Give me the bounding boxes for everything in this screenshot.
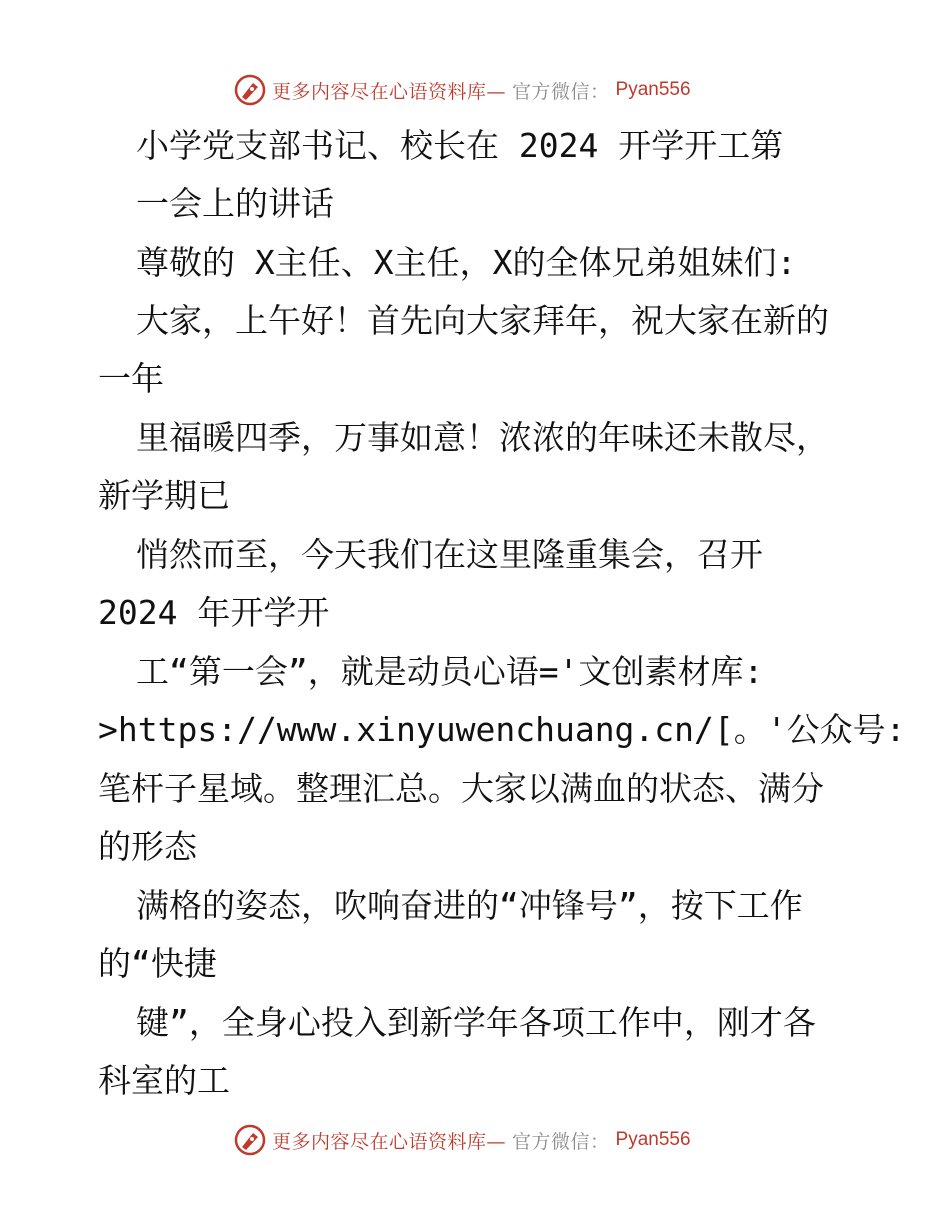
banner-wechat-label: 官方微信：	[512, 1130, 610, 1153]
banner-text: 更多内容尽在心语资料库—	[272, 80, 507, 103]
doc-line: 满格的姿态，吹响奋进的“冲锋号”，按下工作	[136, 886, 803, 925]
doc-line: 的“快捷	[98, 944, 217, 983]
doc-line: 2024 年开学开	[98, 593, 330, 632]
banner-wechat-id: Pyan556	[615, 1129, 691, 1150]
doc-line: 悄然而至，今天我们在这里隆重集会，召开	[136, 535, 763, 574]
doc-line: >https://www.xinyuwenchuang.cn/[。'公众号:	[98, 710, 906, 749]
doc-line: 科室的工	[98, 1061, 230, 1100]
doc-line: 尊敬的 X主任、X主任，X的全体兄弟姐妹们:	[136, 243, 797, 282]
doc-line: 工“第一会”，就是动员心语='文创素材库:	[136, 652, 764, 691]
doc-line: 键”，全身心投入到新学年各项工作中，刚才各	[136, 1003, 816, 1042]
banner-wechat-label: 官方微信：	[512, 80, 610, 103]
doc-line: 大家，上午好！首先向大家拜年，祝大家在新的	[136, 301, 829, 340]
doc-line: 新学期已	[98, 476, 230, 515]
doc-line: 笔杆子星域。整理汇总。大家以满血的状态、满分	[98, 769, 824, 808]
doc-line: 的形态	[98, 827, 197, 866]
doc-line: 一会上的讲话	[136, 184, 334, 223]
footer-banner	[234, 1120, 691, 1160]
banner-text: 更多内容尽在心语资料库—	[272, 1130, 507, 1153]
doc-line: 小学党支部书记、校长在 2024 开学开工第	[136, 126, 784, 165]
doc-line: 里福暖四季，万事如意！浓浓的年味还未散尽，	[136, 418, 829, 457]
banner-wechat-id: Pyan556	[615, 79, 691, 100]
doc-line: 一年	[98, 359, 164, 398]
pen-nib-logo-icon	[234, 1124, 266, 1156]
